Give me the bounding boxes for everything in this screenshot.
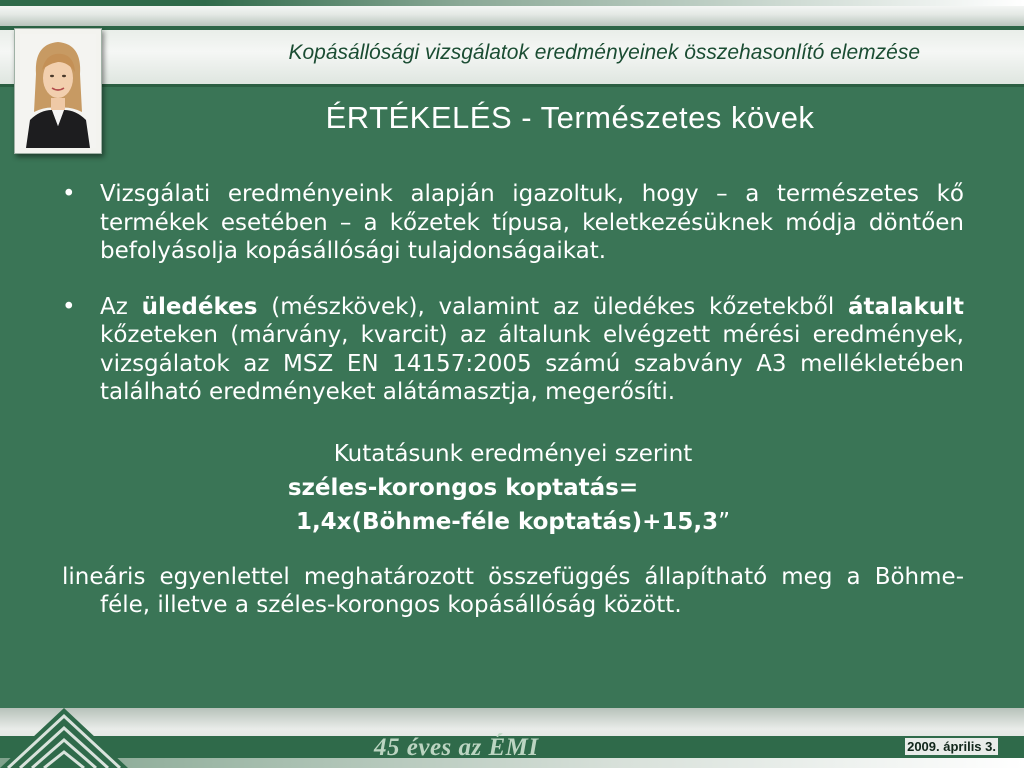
anniversary-label: 45 éves az ÉMI <box>374 734 539 761</box>
bullet-text-part: kőzeteken (márvány, kvarcit) az általunk elvégzett mérési eredmények, vizsgálatok az MSZ EN 14157:2005 számú szabvány A3 mellékletében található eredményeket alátámasztja, megerősíti. <box>100 322 964 405</box>
conclusion-text <box>62 563 964 620</box>
bullet-text-part: Az <box>100 293 142 320</box>
formula-block <box>122 437 964 539</box>
formula-intro: Kutatásunk eredményei szerint <box>333 440 693 467</box>
bullet-icon: • <box>62 181 76 207</box>
formula-rhs <box>62 505 964 539</box>
formula-expression: 1,4x(Böhme-féle koptatás)+15,3 <box>295 508 719 535</box>
top-band-gradient <box>0 0 1024 6</box>
presentation-date: 2009. április 3. <box>907 739 996 754</box>
formula-quote: ” <box>718 508 731 535</box>
emphasis-text: átalakult <box>848 293 964 320</box>
bullet-text: Vizsgálati eredményeink alapján igazoltuk, hogy – a természetes kő termékek esetében – a kőzetek típusa, keletkezésüknek módja döntően befolyásolja kopásállósági tulajdonságaikat. <box>100 181 964 264</box>
portrait-image <box>20 34 96 148</box>
presentation-title: Kopásállósági vizsgálatok eredményeinek összehasonlító elemzése <box>288 41 920 64</box>
slide-content <box>62 180 964 643</box>
bullet-item <box>62 180 964 266</box>
slide-title: ÉRTÉKELÉS - Természetes kövek <box>325 100 815 135</box>
header-divider <box>0 84 1024 87</box>
emi-logo-icon <box>0 690 128 768</box>
formula-lhs: széles-korongos koptatás= <box>287 474 639 501</box>
bullet-text-part: (mészkövek), valamint az üledékes kőzetekből <box>257 293 848 320</box>
conclusion-body: lineáris egyenlettel meghatározott összefüggés állapítható meg a Böhme-féle, illetve a széles-korongos kopásállóság között. <box>62 563 964 618</box>
emphasis-text: üledékes <box>141 293 258 320</box>
speaker-portrait <box>14 28 102 154</box>
bullet-icon: • <box>62 293 76 320</box>
bullet-item <box>62 293 964 407</box>
top-band <box>0 0 1024 26</box>
